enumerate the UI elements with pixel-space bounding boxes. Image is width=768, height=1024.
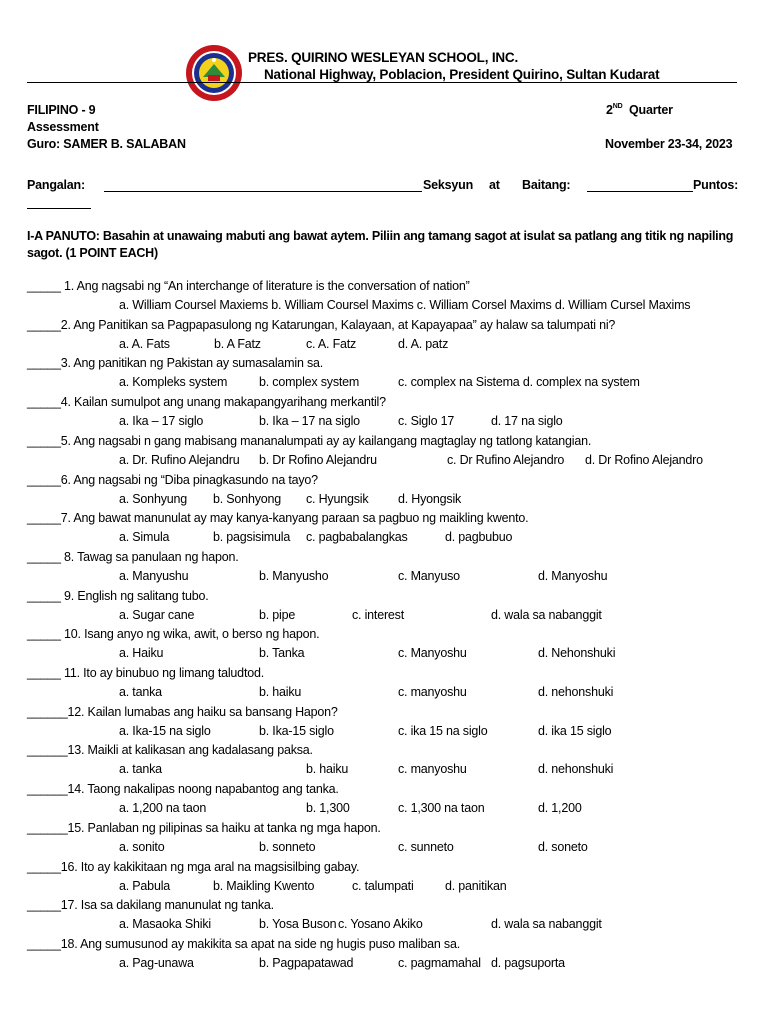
grade-label: Baitang: <box>522 178 571 192</box>
option: b. haiku <box>306 762 349 777</box>
option: a. Masaoka Shiki <box>119 917 211 932</box>
question-13: ______13. Maikli at kalikasan ang kadalasang paksa. <box>27 743 313 758</box>
option: b. Dr Rofino Alejandru <box>259 452 377 467</box>
question-3: _____3. Ang panitikan ng Pakistan ay sumasalamin sa. <box>27 356 324 371</box>
question-6: _____6. Ang nagsabi ng “Diba pinagkasundo na tayo? <box>27 472 318 487</box>
option: b. haiku <box>259 685 302 699</box>
option: c. Siglo 17 <box>398 414 455 429</box>
option: b. Maikling Kwento <box>213 878 315 893</box>
option: c. ika 15 na siglo <box>398 723 488 738</box>
option: c. interest <box>352 607 404 622</box>
option: a. Ika – 17 siglo <box>119 414 204 429</box>
option: d. Manyoshu <box>538 568 608 583</box>
school-name: PRES. QUIRINO WESLEYAN SCHOOL, INC. <box>248 50 519 65</box>
option: d. nehonshuki <box>538 762 614 777</box>
option: d. ika 15 siglo <box>538 723 612 738</box>
header-divider <box>27 82 737 83</box>
question-5: _____5. Ang nagsabi n gang mabisang mananalumpati ay ay kailangang magtaglay ng tatlong katangian. <box>27 433 592 448</box>
option: d. Nehonshuki <box>538 646 616 661</box>
assessment-date: November 23-34, 2023 <box>605 137 733 151</box>
instructions: I-A PANUTO: Basahin at unawaing mabuti ang bawat aytem. Piliin ang tamang sagot at isulat sa patlang ang titik ng napiling sagot. (1 POINT EACH) <box>27 229 734 260</box>
grade-blank[interactable] <box>587 191 693 192</box>
question-16: _____16. Ito ay kakikitaan ng mga aral na magsisilbing gabay. <box>27 859 360 874</box>
option: b. Pagpapatawad <box>259 955 354 970</box>
option: d. wala sa nabanggit <box>491 607 602 622</box>
option: c. pagmamahal <box>398 955 481 970</box>
option: c. sunneto <box>398 839 454 854</box>
option: c. complex na Sistema d. complex na system <box>398 375 640 390</box>
option: d. panitikan <box>445 878 507 893</box>
option: a. Kompleks system <box>119 375 228 390</box>
option: c. 1,300 na taon <box>398 801 485 816</box>
question-7: _____7. Ang bawat manunulat ay may kanya-kanyang paraan sa pagbuo ng maikling kwento. <box>27 511 529 526</box>
name-blank[interactable] <box>104 191 422 192</box>
school-address: National Highway, Poblacion, President Quirino, Sultan Kudarat <box>264 67 660 82</box>
option: b. Ika – 17 na siglo <box>259 414 360 429</box>
question-8: _____ 8. Tawag sa panulaan ng hapon. <box>27 549 239 564</box>
option: c. manyoshu <box>398 762 467 777</box>
option: b. sonneto <box>259 839 316 854</box>
option: b. Manyusho <box>259 568 329 583</box>
option: b. complex system <box>259 375 360 390</box>
option: a. Sonhyung <box>119 491 187 506</box>
option: d. 1,200 <box>538 801 582 816</box>
option: b. Tanka <box>259 646 305 661</box>
quarter-label <box>606 103 673 117</box>
option: a. Simula <box>119 530 170 545</box>
school-seal-icon <box>185 44 243 102</box>
option: c. Manyuso <box>398 568 460 583</box>
option: d. nehonshuki <box>538 685 614 699</box>
option: a. Dr. Rufino Alejandru <box>119 452 240 467</box>
option: b. Yosa Buson <box>259 917 337 932</box>
question-9: _____ 9. English ng salitang tubo. <box>27 588 209 603</box>
option: b. 1,300 <box>306 801 350 816</box>
option: a. Pag-unawa <box>119 955 194 970</box>
option: a. Ika-15 na siglo <box>119 723 211 738</box>
assessment-label: Assessment <box>27 120 99 134</box>
question-11: _____ 11. Ito ay binubuo ng limang taludtod. <box>27 666 264 680</box>
option: d. pagsuporta <box>491 955 565 970</box>
option: b. A Fatz <box>214 336 261 351</box>
teacher-label: Guro: SAMER B. SALABAN <box>27 137 186 151</box>
quarter-number: 2 <box>606 103 613 117</box>
option: a. Sugar cane <box>119 607 195 622</box>
question-2: _____2. Ang Panitikan sa Pagpapasulong ng Katarungan, Kalayaan, at Kapayapaa” ay halaw sa talumpati ni? <box>27 317 616 332</box>
option: c. pagbabalangkas <box>306 530 408 545</box>
question-14: ______14. Taong nakalipas noong napabantog ang tanka. <box>27 782 339 797</box>
option: d. Hyongsik <box>398 491 462 506</box>
section-label: Seksyun <box>423 178 474 192</box>
option: b. pagsisimula <box>213 530 291 545</box>
option: a. A. Fats <box>119 336 170 351</box>
option: a. Pabula <box>119 878 171 893</box>
option: b. pipe <box>259 607 296 622</box>
option: d. soneto <box>538 839 588 854</box>
subject-label: FILIPINO - 9 <box>27 103 96 117</box>
question-15: ______15. Panlaban ng pilipinas sa haiku at tanka ng mga hapon. <box>27 820 381 835</box>
option: a. tanka <box>119 762 162 777</box>
option: d. A. patz <box>398 336 449 351</box>
question-12: ______12. Kailan lumabas ang haiku sa bansang Hapon? <box>27 704 338 719</box>
option: b. Sonhyong <box>213 491 281 506</box>
option: a. Manyushu <box>119 568 189 583</box>
question-17: _____17. Isa sa dakilang manunulat ng tanka. <box>27 898 274 913</box>
option: a. sonito <box>119 839 165 854</box>
option: a. Haiku <box>119 646 164 661</box>
option: c. Yosano Akiko <box>338 917 423 932</box>
question-1: _____ 1. Ang nagsabi ng “An interchange of literature is the conversation of nation” <box>27 279 470 293</box>
option: a. tanka <box>119 685 162 699</box>
option: c. A. Fatz <box>306 336 357 351</box>
and-label: at <box>489 178 500 192</box>
option: c. Hyungsik <box>306 491 369 506</box>
option: d. wala sa nabanggit <box>491 917 602 932</box>
name-label: Pangalan: <box>27 178 85 192</box>
score-label: Puntos: <box>693 178 739 192</box>
score-blank[interactable] <box>27 208 91 209</box>
option: a. William Coursel Maxiems b. William Coursel Maxims c. William Corsel Maxims d. William Cursel Maxims <box>119 298 691 312</box>
option: d. Dr Rofino Alejandro <box>585 452 703 467</box>
option: c. Dr Rufino Alejandro <box>447 452 565 467</box>
question-4: _____4. Kailan sumulpot ang unang makapangyarihang merkantil? <box>27 395 386 410</box>
question-10: _____ 10. Isang anyo ng wika, awit, o berso ng hapon. <box>27 627 320 642</box>
option: b. Ika-15 siglo <box>259 723 334 738</box>
option: d. pagbubuo <box>445 530 513 545</box>
option: c. Manyoshu <box>398 646 467 661</box>
option: c. manyoshu <box>398 685 467 699</box>
option: c. talumpati <box>352 878 414 893</box>
quarter-word: Quarter <box>629 103 673 117</box>
option: a. 1,200 na taon <box>119 801 207 816</box>
quarter-suffix: ND <box>612 102 623 110</box>
question-18: _____18. Ang sumusunod ay makikita sa apat na side ng hugis puso maliban sa. <box>27 936 461 951</box>
option: d. 17 na siglo <box>491 414 563 429</box>
